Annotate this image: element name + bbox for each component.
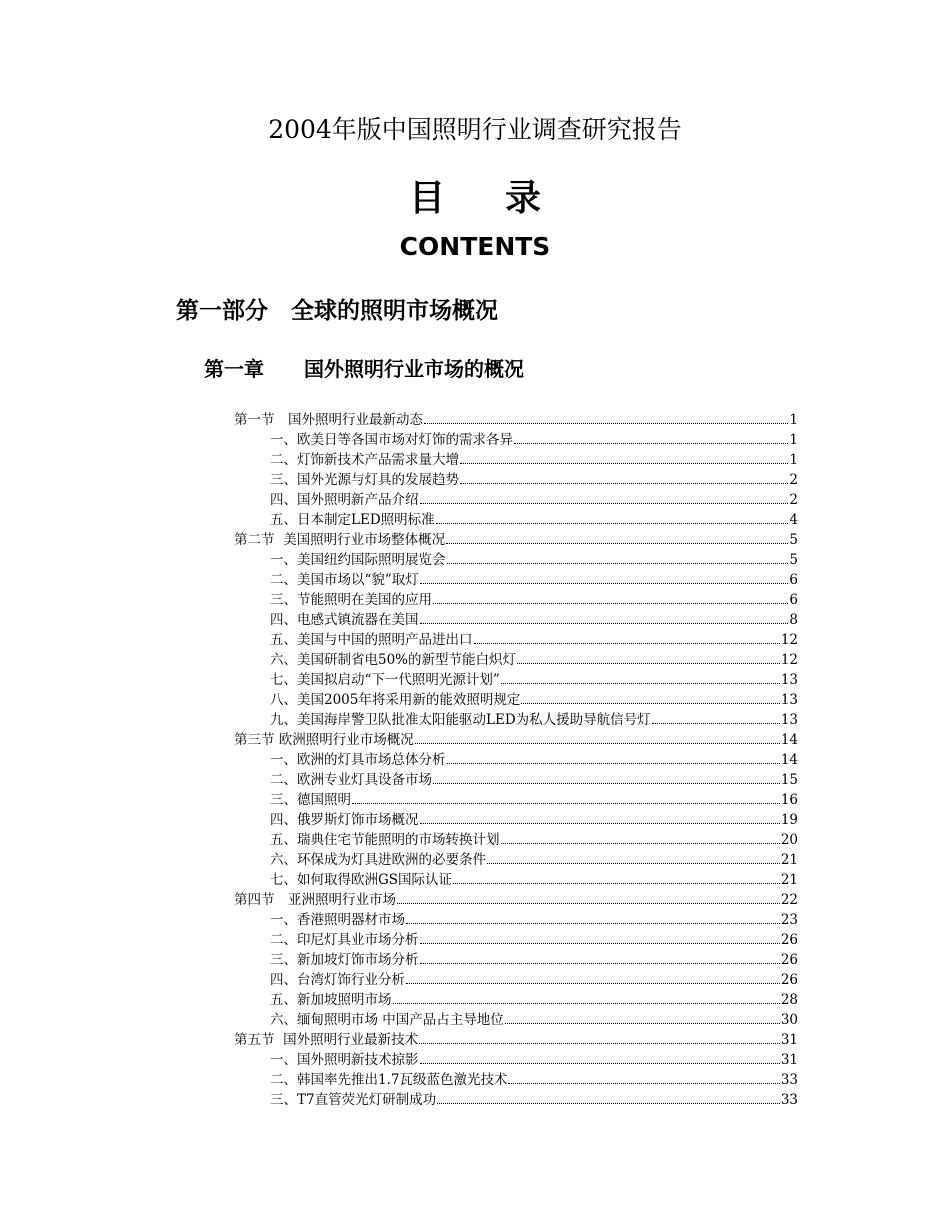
toc-subsection-entry[interactable] [234, 470, 798, 490]
toc-page-number: 21 [780, 852, 798, 868]
dot-leader [420, 623, 789, 624]
toc-subsection-entry[interactable] [234, 790, 798, 810]
dot-leader [505, 1023, 780, 1024]
toc-entry-title: 第四节 亚洲照明行业市场 [234, 892, 396, 908]
toc-subsection-entry[interactable] [234, 710, 798, 730]
part-heading: 第一部分 全球的照明市场概况 [176, 298, 498, 324]
toc-section-entry[interactable] [234, 530, 798, 550]
toc-entry-title: 四、台湾灯饰行业分析 [270, 972, 405, 988]
toc-page-number: 12 [780, 632, 798, 648]
toc-entry-title: 三、节能照明在美国的应用 [270, 592, 432, 608]
dot-leader [487, 863, 780, 864]
dot-leader [424, 423, 788, 424]
toc-subsection-entry[interactable] [234, 570, 798, 590]
table-of-contents [234, 410, 798, 1110]
dot-leader [460, 483, 788, 484]
toc-entry-title: 八、美国2005年将采用新的能效照明规定 [270, 692, 521, 708]
toc-entry-title: 五、新加坡照明市场 [270, 992, 392, 1008]
dot-leader [433, 603, 788, 604]
dot-leader [436, 523, 789, 524]
dot-leader [393, 1003, 780, 1004]
chapter-heading: 第一章 国外照明行业市场的概况 [204, 357, 524, 381]
toc-subsection-entry[interactable] [234, 950, 798, 970]
dot-leader [453, 883, 780, 884]
toc-subsection-entry[interactable] [234, 650, 798, 670]
dot-leader [447, 763, 780, 764]
dot-leader [460, 463, 788, 464]
toc-page-number: 28 [780, 992, 798, 1008]
toc-entry-title: 二、韩国率先推出1.7瓦级蓝色激光技术 [270, 1072, 508, 1088]
toc-entry-title: 七、如何取得欧洲GS国际认证 [270, 872, 453, 888]
toc-entry-title: 四、电感式镇流器在美国 [270, 612, 419, 628]
toc-page-number: 1 [789, 412, 798, 428]
toc-subsection-entry[interactable] [234, 670, 798, 690]
toc-subsection-entry[interactable] [234, 910, 798, 930]
dot-leader [420, 1063, 780, 1064]
toc-page-number: 2 [789, 492, 798, 508]
toc-page-number: 31 [780, 1052, 798, 1068]
toc-subsection-entry[interactable] [234, 510, 798, 530]
dot-leader [508, 1083, 779, 1084]
dot-leader [446, 543, 788, 544]
toc-subsection-entry[interactable] [234, 830, 798, 850]
toc-page-number: 1 [789, 432, 798, 448]
toc-subsection-entry[interactable] [234, 610, 798, 630]
dot-leader [514, 443, 788, 444]
toc-entry-title: 三、新加坡灯饰市场分析 [270, 952, 419, 968]
toc-subsection-entry[interactable] [234, 690, 798, 710]
toc-page-number: 23 [780, 912, 798, 928]
toc-subsection-entry[interactable] [234, 990, 798, 1010]
toc-page-number: 26 [780, 972, 798, 988]
toc-page-number: 6 [789, 592, 798, 608]
dot-leader [652, 723, 780, 724]
toc-page-number: 5 [789, 532, 798, 548]
dot-leader [501, 843, 780, 844]
toc-entry-title: 二、灯饰新技术产品需求量大增 [270, 452, 459, 468]
toc-page-number: 22 [780, 892, 798, 908]
toc-entry-title: 三、德国照明 [270, 792, 351, 808]
toc-page-number: 13 [780, 712, 798, 728]
toc-section-entry[interactable] [234, 410, 798, 430]
toc-subsection-entry[interactable] [234, 450, 798, 470]
toc-entry-title: 一、国外照明新技术掠影 [270, 1052, 419, 1068]
toc-page-number: 12 [780, 652, 798, 668]
toc-page-number: 33 [780, 1072, 798, 1088]
toc-section-entry[interactable] [234, 890, 798, 910]
toc-subsection-entry[interactable] [234, 1070, 798, 1090]
toc-page-number: 16 [780, 792, 798, 808]
toc-subsection-entry[interactable] [234, 870, 798, 890]
toc-page-number: 1 [789, 452, 798, 468]
toc-entry-title: 二、欧洲专业灯具设备市场 [270, 772, 432, 788]
dot-leader [437, 1103, 780, 1104]
dot-leader [420, 823, 780, 824]
toc-entry-title: 二、美国市场以“貌”取灯 [270, 572, 419, 588]
toc-heading-en: CONTENTS [399, 232, 551, 261]
toc-page-number: 13 [780, 672, 798, 688]
toc-subsection-entry[interactable] [234, 1050, 798, 1070]
toc-page-number: 31 [780, 1032, 798, 1048]
toc-page-number: 14 [780, 732, 798, 748]
toc-page-number: 13 [780, 692, 798, 708]
toc-entry-title: 一、美国纽约国际照明展览会 [270, 552, 446, 568]
toc-subsection-entry[interactable] [234, 430, 798, 450]
toc-entry-title: 五、美国与中国的照明产品进出口 [270, 632, 473, 648]
dot-leader [420, 503, 789, 504]
toc-subsection-entry[interactable] [234, 850, 798, 870]
toc-subsection-entry[interactable] [234, 1090, 798, 1110]
toc-page-number: 15 [780, 772, 798, 788]
toc-entry-title: 六、环保成为灯具进欧洲的必要条件 [270, 852, 486, 868]
dot-leader [419, 1043, 780, 1044]
toc-page-number: 6 [789, 572, 798, 588]
dot-leader [521, 703, 779, 704]
dot-leader [517, 663, 780, 664]
toc-section-entry[interactable] [234, 730, 798, 750]
toc-page-number: 20 [780, 832, 798, 848]
dot-leader [420, 583, 789, 584]
toc-page-number: 33 [780, 1092, 798, 1108]
toc-subsection-entry[interactable] [234, 930, 798, 950]
toc-subsection-entry[interactable] [234, 810, 798, 830]
toc-page-number: 19 [780, 812, 798, 828]
toc-entry-title: 五、日本制定LED照明标准 [270, 512, 435, 528]
toc-entry-title: 七、美国拟启动“下一代照明光源计划” [270, 672, 500, 688]
toc-subsection-entry[interactable] [234, 490, 798, 510]
toc-heading: 目录 [408, 178, 601, 219]
dot-leader [406, 983, 780, 984]
toc-subsection-entry[interactable] [234, 1010, 798, 1030]
dot-leader [415, 743, 780, 744]
report-title: 2004年版中国照明行业调查研究报告 [268, 115, 682, 144]
toc-entry-title: 一、香港照明器材市场 [270, 912, 405, 928]
toc-entry-title: 第一节 国外照明行业最新动态 [234, 412, 423, 428]
toc-page-number: 14 [780, 752, 798, 768]
toc-entry-title: 九、美国海岸警卫队批准太阳能驱动LED为私人援助导航信号灯 [270, 712, 651, 728]
toc-page-number: 8 [789, 612, 798, 628]
toc-page-number: 5 [789, 552, 798, 568]
toc-entry-title: 四、俄罗斯灯饰市场概况 [270, 812, 419, 828]
toc-subsection-entry[interactable] [234, 550, 798, 570]
toc-entry-title: 三、国外光源与灯具的发展趋势 [270, 472, 459, 488]
toc-entry-title: 第二节 美国照明行业市场整体概况 [234, 532, 446, 548]
dot-leader [501, 683, 780, 684]
toc-entry-title: 三、T7直管荧光灯研制成功 [270, 1092, 437, 1108]
dot-leader [352, 803, 780, 804]
toc-entry-title: 第三节 欧洲照明行业市场概况 [234, 732, 414, 748]
dot-leader [420, 963, 780, 964]
toc-page-number: 2 [789, 472, 798, 488]
toc-entry-title: 一、欧美日等各国市场对灯饰的需求各异 [270, 432, 513, 448]
dot-leader [433, 783, 780, 784]
toc-page-number: 30 [780, 1012, 798, 1028]
dot-leader [397, 903, 780, 904]
toc-page-number: 26 [780, 952, 798, 968]
toc-page-number: 21 [780, 872, 798, 888]
dot-leader [406, 923, 780, 924]
toc-subsection-entry[interactable] [234, 970, 798, 990]
dot-leader [420, 943, 780, 944]
toc-entry-title: 六、美国研制省电50%的新型节能白炽灯 [270, 652, 517, 668]
toc-page-number: 26 [780, 932, 798, 948]
toc-entry-title: 六、缅甸照明市场 中国产品占主导地位 [270, 1012, 504, 1028]
toc-subsection-entry[interactable] [234, 630, 798, 650]
toc-page-number: 4 [789, 512, 798, 528]
toc-subsection-entry[interactable] [234, 590, 798, 610]
dot-leader [447, 563, 789, 564]
toc-subsection-entry[interactable] [234, 770, 798, 790]
toc-entry-title: 第五节 国外照明行业最新技术 [234, 1032, 419, 1048]
toc-section-entry[interactable] [234, 1030, 798, 1050]
toc-entry-title: 五、瑞典住宅节能照明的市场转换计划 [270, 832, 500, 848]
toc-entry-title: 四、国外照明新产品介绍 [270, 492, 419, 508]
dot-leader [474, 643, 780, 644]
toc-entry-title: 一、欧洲的灯具市场总体分析 [270, 752, 446, 768]
toc-subsection-entry[interactable] [234, 750, 798, 770]
toc-entry-title: 二、印尼灯具业市场分析 [270, 932, 419, 948]
